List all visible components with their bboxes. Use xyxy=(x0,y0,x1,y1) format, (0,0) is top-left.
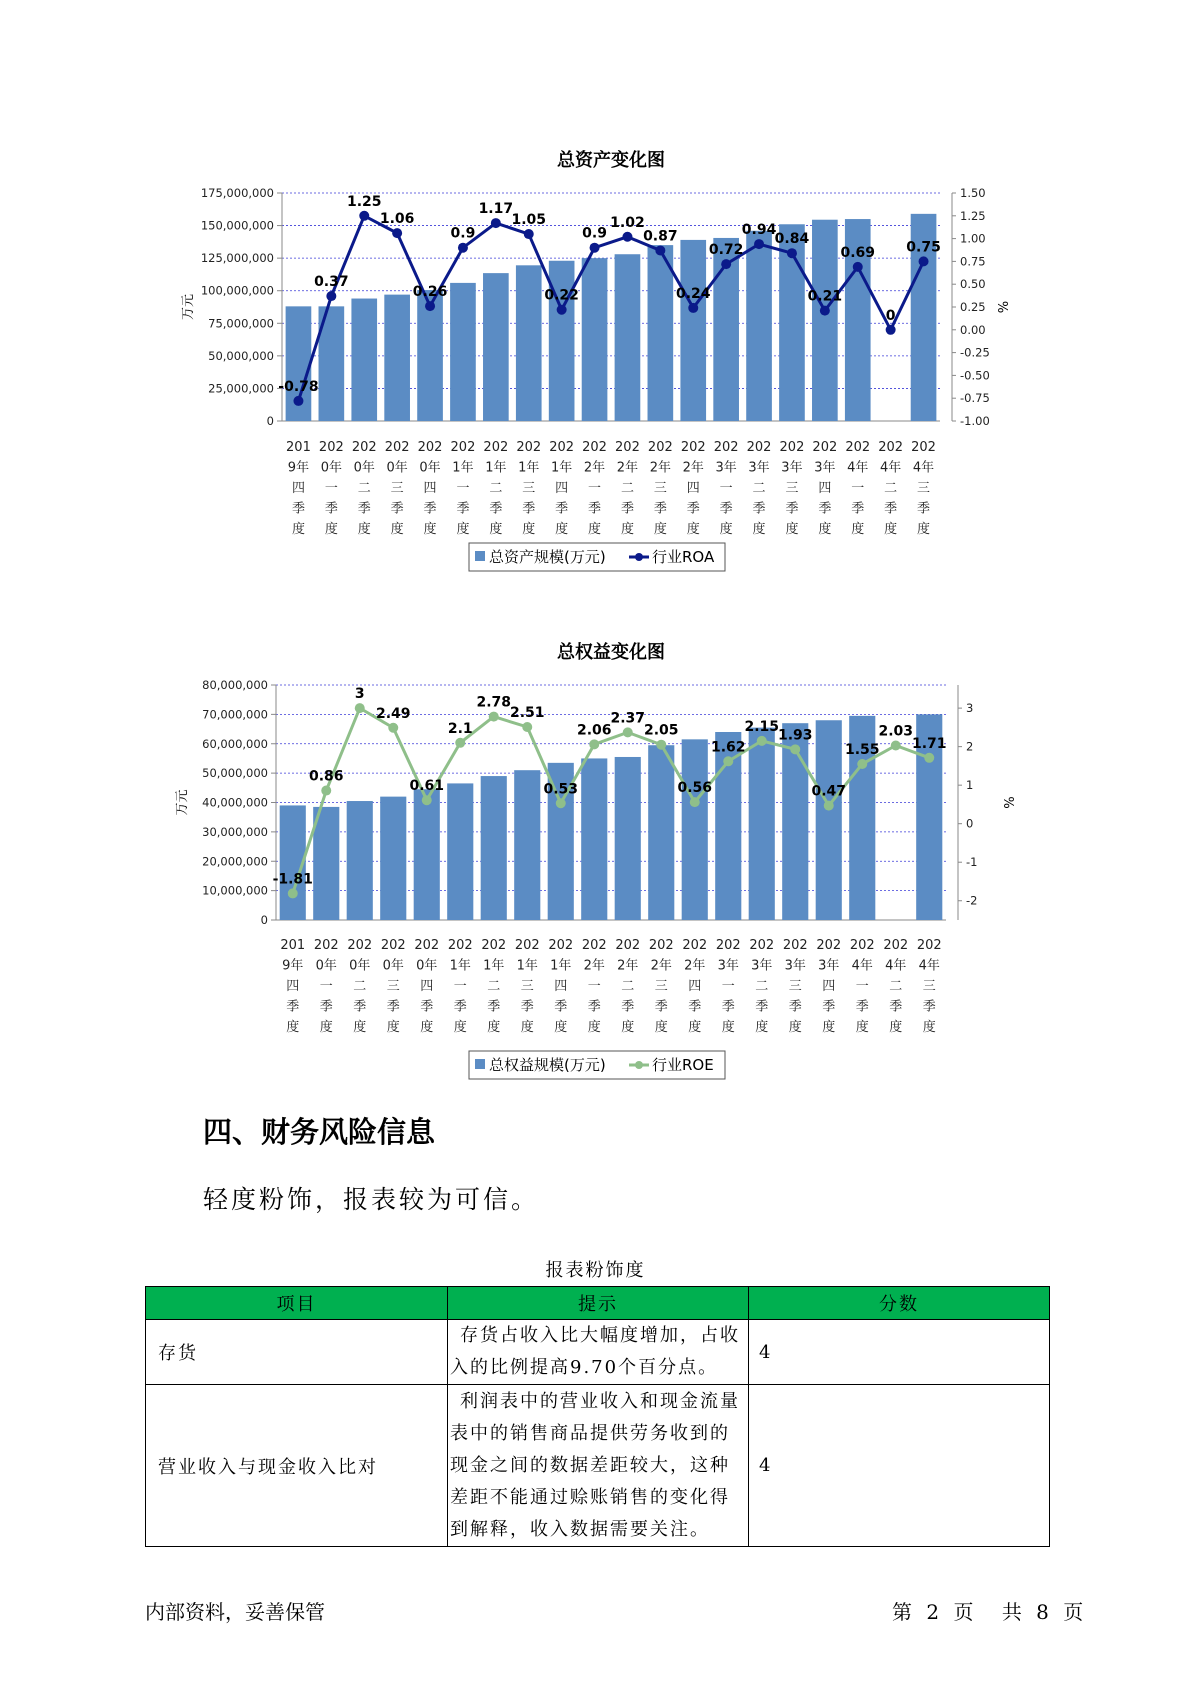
line-point xyxy=(623,727,633,737)
bar xyxy=(516,265,542,421)
x-tick-label: 202 4年二季度 xyxy=(883,938,909,1035)
chart-title: 总权益变化图 xyxy=(557,642,665,663)
y-tick-label: 10,000,000 xyxy=(202,883,268,898)
line-point xyxy=(721,259,731,269)
bar xyxy=(313,807,339,920)
line-point xyxy=(589,739,599,749)
y2-tick-label: 0.75 xyxy=(960,254,986,269)
y-tick-label: 50,000,000 xyxy=(208,348,274,363)
total-assets-chart xyxy=(0,0,1191,600)
x-tick-label: 202 0年一季度 xyxy=(313,938,339,1035)
y-tick-label: 20,000,000 xyxy=(202,854,268,869)
y-tick-label: 70,000,000 xyxy=(202,707,268,722)
data-label: 0.61 xyxy=(409,778,445,795)
line-point xyxy=(820,306,830,316)
legend-line-label: 行业ROE xyxy=(652,1056,714,1074)
x-tick-label: 202 2年一季度 xyxy=(581,938,607,1035)
bar xyxy=(749,728,775,920)
data-label: 0.94 xyxy=(741,222,777,239)
row-hint xyxy=(448,1385,749,1547)
bar xyxy=(384,295,410,421)
line-point xyxy=(557,305,567,315)
page-prefix: 第 xyxy=(892,1600,912,1624)
table-row xyxy=(146,1320,1050,1385)
y2-tick-label: 0 xyxy=(966,816,974,831)
bar xyxy=(615,757,641,920)
x-tick-label: 202 2年三季度 xyxy=(648,938,674,1035)
y2-tick-label: 0.00 xyxy=(960,322,986,337)
data-label: 0.87 xyxy=(643,228,678,245)
data-label: 0.53 xyxy=(543,781,579,798)
data-label: 0.24 xyxy=(675,285,711,302)
line-point xyxy=(425,301,435,311)
y-tick-label: 50,000,000 xyxy=(202,766,268,781)
x-tick-label: 202 2年四季度 xyxy=(682,938,708,1035)
page-number: 2 xyxy=(926,1600,940,1624)
data-label: 1.25 xyxy=(346,193,382,210)
table-row xyxy=(146,1385,1050,1547)
line-point xyxy=(919,256,929,266)
row-score: 4 xyxy=(749,1320,1050,1385)
legend-bar-swatch xyxy=(475,551,485,561)
data-label: 1.62 xyxy=(710,739,746,756)
bar xyxy=(414,789,440,920)
x-tick-label: 202 3年二季度 xyxy=(746,440,772,537)
data-label: 0.9 xyxy=(450,225,476,242)
legend-line-marker xyxy=(635,1061,643,1069)
line-point xyxy=(757,736,767,746)
y-tick-label: 175,000,000 xyxy=(200,186,274,200)
bar xyxy=(514,770,540,920)
y2-tick-label: -0.75 xyxy=(960,391,990,406)
data-label: 0.47 xyxy=(811,783,847,800)
data-label: 1.06 xyxy=(379,211,415,228)
row-item: 营业收入与现金收入比对 xyxy=(146,1385,448,1547)
y-tick-label: 100,000,000 xyxy=(200,283,274,298)
data-label: 0.56 xyxy=(677,780,713,797)
row-hint xyxy=(448,1320,749,1385)
bar xyxy=(615,254,641,421)
data-label: 0.75 xyxy=(906,239,941,256)
data-label: 2.37 xyxy=(610,710,646,727)
x-tick-label: 202 0年二季度 xyxy=(347,938,373,1035)
y2-tick-label: 1.00 xyxy=(960,231,986,246)
bar xyxy=(347,801,373,920)
y2-tick-label: -2 xyxy=(966,893,978,908)
x-tick-label: 202 1年一季度 xyxy=(447,938,473,1035)
legend-bar-swatch xyxy=(475,1059,485,1069)
line-point xyxy=(524,229,534,239)
x-tick-label: 202 1年三季度 xyxy=(516,440,542,537)
legend-line-marker xyxy=(635,553,643,561)
y-tick-label: 40,000,000 xyxy=(202,795,268,810)
data-label: 0.84 xyxy=(774,231,810,248)
data-label: 0.22 xyxy=(544,287,579,304)
data-label: 1.05 xyxy=(511,212,547,229)
line-point xyxy=(359,211,369,221)
line-point xyxy=(392,228,402,238)
line-point xyxy=(688,303,698,313)
bar xyxy=(582,258,608,421)
x-tick-label: 202 3年四季度 xyxy=(816,938,842,1035)
header-item: 项目 xyxy=(146,1287,448,1320)
x-tick-label: 202 3年三季度 xyxy=(782,938,808,1035)
y2-tick-label: 3 xyxy=(966,701,974,716)
x-tick-label: 202 0年四季度 xyxy=(414,938,440,1035)
bar xyxy=(648,245,674,421)
y2-tick-label: 1.25 xyxy=(960,208,986,223)
total-unit: 页 xyxy=(1063,1600,1084,1624)
total-prefix: 共 xyxy=(1001,1600,1022,1624)
bar xyxy=(812,220,838,421)
x-tick-label: 202 4年三季度 xyxy=(911,440,936,537)
line-point xyxy=(489,712,499,722)
x-tick-label: 202 4年一季度 xyxy=(849,938,875,1035)
line-point xyxy=(422,795,432,805)
data-label: 0.9 xyxy=(582,225,607,242)
data-label: 1.02 xyxy=(610,214,645,231)
row-score: 4 xyxy=(749,1385,1050,1547)
bar xyxy=(581,758,607,920)
data-label: 2.51 xyxy=(509,704,545,721)
y-tick-label: 80,000,000 xyxy=(202,678,268,692)
y2-tick-label: 0.25 xyxy=(960,300,986,314)
x-tick-label: 202 1年四季度 xyxy=(548,938,574,1035)
bar xyxy=(746,231,772,421)
line-point xyxy=(787,248,797,258)
line-point xyxy=(622,232,632,242)
data-label: 1.55 xyxy=(844,741,880,758)
data-label: 1.17 xyxy=(478,201,514,218)
x-tick-label: 202 0年三季度 xyxy=(384,440,410,537)
y-tick-label: 0 xyxy=(266,414,274,428)
legend-bar-label: 总资产规模(万元) xyxy=(489,548,606,566)
y2-tick-label: -1 xyxy=(966,855,978,870)
line-point xyxy=(321,786,331,796)
line-point xyxy=(491,218,501,228)
data-label: 0.26 xyxy=(412,284,448,301)
total-equity-chart-svg xyxy=(0,600,1191,1120)
x-tick-label: 202 1年二季度 xyxy=(481,938,507,1035)
x-tick-label: 202 0年三季度 xyxy=(380,938,406,1035)
data-label: -1.81 xyxy=(272,871,313,888)
x-tick-label: 202 4年二季度 xyxy=(878,440,904,537)
line-point xyxy=(455,738,465,748)
page-unit: 页 xyxy=(953,1600,974,1624)
data-label: 2.78 xyxy=(476,694,512,711)
x-tick-label: 202 2年二季度 xyxy=(615,938,641,1035)
y2-tick-label: -1.00 xyxy=(960,414,990,428)
x-tick-label: 202 3年三季度 xyxy=(779,440,805,537)
data-label: 2.15 xyxy=(744,718,780,735)
bar xyxy=(380,797,406,920)
line-point xyxy=(754,239,764,249)
data-label: 2.03 xyxy=(878,723,914,740)
data-label: -0.78 xyxy=(278,378,319,395)
y-axis-label: 万元 xyxy=(175,789,190,816)
data-label: 0.72 xyxy=(708,242,744,259)
legend-bar-label: 总权益规模(万元) xyxy=(489,1056,606,1074)
x-tick-label: 202 2年三季度 xyxy=(647,440,673,537)
line-point xyxy=(656,740,666,750)
data-label: 1.71 xyxy=(911,735,947,752)
row-item: 存货 xyxy=(146,1320,448,1385)
y-axis-label: 万元 xyxy=(181,293,196,321)
bar xyxy=(483,273,509,421)
bar xyxy=(648,745,674,920)
risk-summary: 轻度粉饰，报表较为可信。 xyxy=(203,1185,540,1214)
footer-page-info xyxy=(892,1596,1087,1625)
data-label: 0.86 xyxy=(308,768,344,785)
x-tick-label: 202 1年三季度 xyxy=(514,938,540,1035)
y2-tick-label: 1.50 xyxy=(960,186,986,200)
data-label: 2.49 xyxy=(375,705,411,722)
line-point xyxy=(723,756,733,766)
total-number: 8 xyxy=(1036,1600,1049,1624)
bar xyxy=(351,299,377,421)
chart-title: 总资产变化图 xyxy=(557,150,665,171)
x-tick-label: 202 0年二季度 xyxy=(351,440,377,537)
x-tick-label: 202 0年一季度 xyxy=(318,440,344,537)
line-point xyxy=(522,722,532,732)
total-assets-chart-svg xyxy=(0,0,1191,600)
legend-line-label: 行业ROA xyxy=(652,548,715,566)
footer-confidential: 内部资料，妥善保管 xyxy=(145,1600,325,1624)
line-point xyxy=(924,753,934,763)
data-label: 0.37 xyxy=(314,274,349,291)
y-tick-label: 25,000,000 xyxy=(208,381,274,396)
x-tick-label: 202 1年二季度 xyxy=(483,440,509,537)
data-label: 1.93 xyxy=(777,727,813,744)
total-equity-chart xyxy=(0,600,1191,1120)
line-point xyxy=(590,243,600,253)
table-caption: 报表粉饰度 xyxy=(545,1260,646,1281)
data-label: 0.21 xyxy=(807,288,843,305)
line-point xyxy=(857,759,867,769)
bar xyxy=(680,240,706,421)
y-tick-label: 75,000,000 xyxy=(208,316,274,331)
y-tick-label: 30,000,000 xyxy=(202,824,268,839)
y2-tick-label: 2 xyxy=(966,739,974,754)
line-point xyxy=(556,798,566,808)
x-tick-label: 201 9年四季度 xyxy=(280,938,306,1035)
y-tick-label: 0 xyxy=(260,913,268,927)
line-point xyxy=(824,801,834,811)
x-tick-label: 202 3年一季度 xyxy=(715,938,741,1035)
y2-tick-label: -0.50 xyxy=(960,368,990,383)
x-tick-label: 202 0年四季度 xyxy=(417,440,443,537)
y-tick-label: 125,000,000 xyxy=(200,251,274,266)
line-point xyxy=(690,797,700,807)
x-tick-label: 202 2年四季度 xyxy=(680,440,706,537)
x-tick-label: 202 2年一季度 xyxy=(582,440,607,537)
data-label: 3 xyxy=(354,686,365,703)
y2-tick-label: -0.25 xyxy=(960,345,990,360)
x-tick-label: 202 3年二季度 xyxy=(749,938,775,1035)
x-tick-label: 202 4年一季度 xyxy=(845,440,871,537)
y2-tick-label: 0.50 xyxy=(960,277,986,292)
line-point xyxy=(790,744,800,754)
risk-table xyxy=(145,1286,1050,1547)
section-heading: 四、财务风险信息 xyxy=(203,1115,436,1149)
y-tick-label: 60,000,000 xyxy=(202,736,268,751)
x-tick-label: 202 3年一季度 xyxy=(713,440,739,537)
bar xyxy=(481,776,507,920)
line-point xyxy=(458,243,468,253)
data-label: 2.05 xyxy=(643,722,679,739)
bar xyxy=(549,261,575,421)
data-label: 0.69 xyxy=(840,244,876,261)
y-tick-label: 150,000,000 xyxy=(200,218,274,233)
table-header-row xyxy=(146,1287,1050,1320)
bar xyxy=(447,783,473,920)
row-hint-text: 存货占收入比大幅度增加，占收入的比例提高9.70个百分点。 xyxy=(450,1325,740,1378)
header-score: 分数 xyxy=(749,1287,1050,1320)
line-point xyxy=(853,262,863,272)
header-hint: 提示 xyxy=(448,1287,749,1320)
line-point xyxy=(293,396,303,406)
x-tick-label: 202 2年二季度 xyxy=(615,440,640,537)
data-label: 2.1 xyxy=(447,720,473,737)
x-tick-label: 202 4年三季度 xyxy=(916,938,942,1035)
bar xyxy=(682,739,708,920)
line-point xyxy=(355,703,365,713)
line-point xyxy=(886,325,896,335)
y2-tick-label: 1 xyxy=(966,778,974,793)
x-tick-label: 202 1年一季度 xyxy=(450,440,476,537)
line-point xyxy=(326,291,336,301)
data-label: 2.06 xyxy=(576,722,612,739)
line-point xyxy=(891,740,901,750)
row-hint-text: 利润表中的营业收入和现金流量表中的销售商品提供劳务收到的现金之间的数据差距较大，这种差距不能通过赊账销售的变化得到解释，收入数据需要关注。 xyxy=(450,1390,740,1540)
x-tick-label: 201 9年四季度 xyxy=(286,440,311,537)
x-tick-label: 202 1年四季度 xyxy=(549,440,575,537)
y2-axis-label: % xyxy=(1000,796,1015,809)
line-point xyxy=(288,888,298,898)
data-label: 0 xyxy=(885,307,896,324)
bar xyxy=(816,720,842,920)
bar xyxy=(450,283,476,421)
line-point xyxy=(388,723,398,733)
line-point xyxy=(655,245,665,255)
x-tick-label: 202 3年四季度 xyxy=(812,440,838,537)
y2-axis-label: % xyxy=(994,300,1009,314)
